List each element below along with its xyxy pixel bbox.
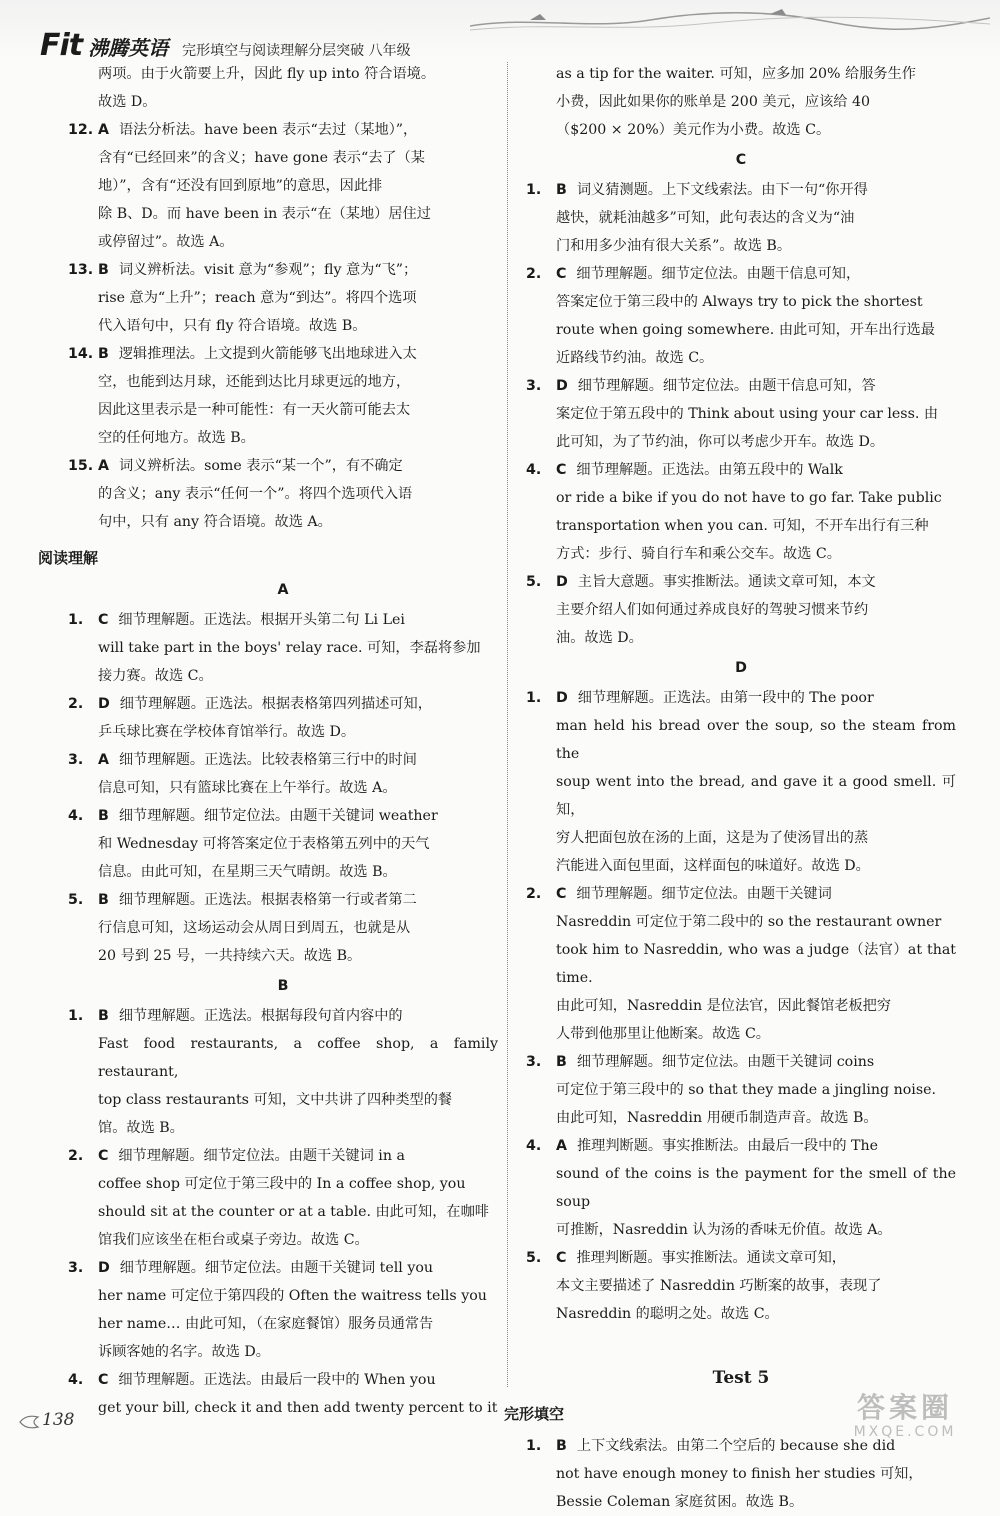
item-number: 5. — [526, 1250, 542, 1266]
item-body — [556, 1244, 956, 1328]
cloze-section-title: 完形填空 — [504, 1405, 565, 1423]
item-number: 4. — [68, 808, 84, 824]
text-line: sound of the coins is the payment for the smell of the soup — [556, 1166, 956, 1210]
text-line: 此可知，为了节约油，你可以考虑少开车。故选 D。 — [556, 434, 885, 450]
item-number: 1. — [526, 182, 542, 198]
text-line — [98, 746, 498, 774]
item-answer: C — [98, 612, 109, 628]
item-number: 13. — [68, 262, 94, 278]
item-text: 细节理解题。细节定位法。由题干关键词 coins — [576, 1054, 875, 1070]
text-line: 近路线节约油。故选 C。 — [556, 350, 714, 366]
item-answer: D — [556, 378, 568, 394]
continued-text — [68, 60, 498, 116]
item-text: 细节理解题。正选法。由最后一段中的 When you — [118, 1372, 436, 1388]
text-line: 案定位于第五段中的 Think about using your car less. 由 — [556, 406, 939, 422]
text-line — [98, 256, 498, 284]
text-line: 代入语句中，只有 fly 符合语境。故选 B。 — [98, 318, 367, 334]
item-body — [556, 456, 956, 568]
item-text: 细节理解题。正选法。根据开头第二句 Li Lei — [118, 612, 405, 628]
answer-item — [526, 684, 956, 880]
text-line: 由此可知，Nasreddin 用硬币制造声音。故选 B。 — [556, 1110, 878, 1126]
text-line — [98, 1254, 498, 1282]
item-number: 15. — [68, 458, 94, 474]
text-line: 穷人把面包放在汤的上面，这是为了使汤冒出的蒸 — [556, 830, 869, 846]
text-line: Nasreddin 可定位于第二段中的 so the restaurant owner — [556, 914, 942, 930]
page-number-text: 138 — [42, 1410, 75, 1430]
text-line: coffee shop 可定位于第三段中的 In a coffee shop, you — [98, 1176, 466, 1192]
text-line: transportation when you can. 可知，不开车出行有三种 — [556, 518, 929, 534]
item-body — [556, 568, 956, 652]
item-body — [556, 372, 956, 456]
right-column — [504, 60, 956, 1516]
text-line: 空，也能到达月球，还能到达比月球更远的地方， — [98, 374, 411, 390]
item-body — [98, 1254, 498, 1366]
item-answer: D — [98, 696, 110, 712]
item-text: 词义辨析法。some 表示“某一个”，有不确定 — [118, 458, 403, 474]
text-line: not have enough money to finish her studies 可知， — [556, 1466, 923, 1482]
item-text: 推理判断题。事实推断法。由最后一段中的 The — [576, 1138, 879, 1154]
text-line — [98, 886, 498, 914]
item-answer: B — [556, 1054, 567, 1070]
item-body — [98, 340, 498, 452]
text-line — [98, 1002, 498, 1030]
item-text: 细节理解题。细节定位法。由题干信息可知，答 — [577, 378, 876, 394]
page-number — [18, 1410, 108, 1434]
brand-block — [40, 28, 411, 63]
item-answer: A — [98, 458, 109, 474]
text-line: Bessie Coleman 家庭贫困。故选 B。 — [556, 1494, 804, 1510]
group-c-items — [526, 176, 956, 652]
book-subtitle: 完形填空与阅读理解分层突破 八年级 — [182, 43, 411, 59]
item-answer: B — [556, 182, 567, 198]
answer-item — [526, 456, 956, 568]
answer-item — [68, 256, 498, 340]
text-line: or ride a bike if you do not have to go far. Take public — [556, 490, 942, 506]
item-answer: B — [556, 1438, 567, 1454]
text-line — [556, 684, 956, 712]
item-text: 细节理解题。正选法。根据表格第四列描述可知， — [119, 696, 432, 712]
watermark-logo — [815, 1392, 995, 1448]
group-d-items — [526, 684, 956, 1328]
text-line — [98, 116, 498, 144]
answer-item — [68, 1254, 498, 1366]
text-line: man held his bread over the soup, so the steam from the — [556, 718, 956, 762]
item-text: 细节理解题。正选法。根据表格第一行或者第二 — [118, 892, 417, 908]
text-line — [556, 372, 956, 400]
item-text: 推理判断题。事实推断法。通读文章可知， — [576, 1250, 846, 1266]
item-text: 上下文线索法。由第二个空后的 because she did — [576, 1438, 896, 1454]
item-text: 细节理解题。细节定位法。由题干关键词 in a — [118, 1148, 405, 1164]
answer-item — [68, 1002, 498, 1142]
text-line: get your bill, check it and then add twenty percent to it — [98, 1400, 498, 1416]
item-answer: C — [556, 1250, 567, 1266]
text-line: her name 可定位于第四段的 Often the waitress tells you — [98, 1288, 487, 1304]
text-line: 汽能进入面包里面，这样面包的味道好。故选 D。 — [556, 858, 870, 874]
text-line — [98, 452, 498, 480]
text-line: 方式：步行、骑自行车和乘公交车。故选 C。 — [556, 546, 841, 562]
item-answer: A — [556, 1138, 567, 1154]
item-text: 细节理解题。细节定位法。由题干关键词 weather — [118, 808, 438, 824]
text-line — [556, 1244, 956, 1272]
text-line: her name… 由此可知，（在家庭餐馆）服务员通常告 — [98, 1316, 434, 1332]
item-text: 主旨大意题。事实推断法。通读文章可知，本文 — [577, 574, 876, 590]
answer-item — [526, 372, 956, 456]
text-line: will take part in the boys' relay race. 可知，李磊将参加 — [98, 640, 481, 656]
answer-item — [68, 1142, 498, 1254]
item-body — [98, 452, 498, 536]
item-body — [556, 684, 956, 880]
item-text: 细节理解题。细节定位法。由题干关键词 — [576, 886, 832, 902]
item-body — [556, 1048, 956, 1132]
text-line: 除 B、D。而 have been in 表示“在（某地）居住过 — [98, 206, 431, 222]
item-answer: C — [556, 266, 567, 282]
group-d-title: D — [735, 660, 747, 676]
text-line: 馆。故选 B。 — [98, 1120, 184, 1136]
text-line: 门和用多少油有很大关系”。故选 B。 — [556, 238, 792, 254]
text-line: top class restaurants 可知，文中共讲了四种类型的餐 — [98, 1092, 453, 1108]
cloze-items — [68, 116, 498, 536]
answer-item — [68, 690, 498, 746]
text-line — [98, 606, 498, 634]
page-ornament-icon — [18, 1414, 40, 1430]
column-divider — [507, 62, 508, 1387]
item-answer: C — [98, 1372, 109, 1388]
item-number: 12. — [68, 122, 94, 138]
answer-item — [526, 1048, 956, 1132]
item-number: 2. — [526, 266, 542, 282]
answer-item — [68, 116, 498, 256]
text-line: 故选 D。 — [98, 94, 157, 110]
text-line: should sit at the counter or at a table. 由此可知，在咖啡 — [98, 1204, 489, 1220]
text-line: took him to Nasreddin, who was a judge（法官）at that time. — [556, 942, 956, 986]
text-line: Nasreddin 的聪明之处。故选 C。 — [556, 1306, 779, 1322]
item-body — [98, 256, 498, 340]
text-line: as a tip for the waiter. 可知，应多加 20% 给服务生作 — [556, 66, 916, 82]
text-line: 或停留过”。故选 A。 — [98, 234, 234, 250]
item-number: 2. — [68, 1148, 84, 1164]
brand-fit-logo: Fit — [40, 28, 83, 63]
item-answer: B — [98, 808, 109, 824]
item-text: 细节理解题。细节定位法。由题干信息可知， — [576, 266, 861, 282]
text-line — [556, 260, 956, 288]
item-body — [98, 802, 498, 886]
item-number: 4. — [526, 462, 542, 478]
text-line — [98, 690, 498, 718]
answer-item — [526, 1244, 956, 1328]
text-line: 答案定位于第三段中的 Always try to pick the shortest — [556, 294, 923, 310]
group-b-items — [68, 1002, 498, 1422]
text-line: 信息可知，只有篮球比赛在上午举行。故选 A。 — [98, 780, 397, 796]
text-line: 信息。由此可知，在星期三天气晴朗。故选 B。 — [98, 864, 397, 880]
item-number: 4. — [68, 1372, 84, 1388]
text-line: 20 号到 25 号，一共持续六天。故选 B。 — [98, 948, 362, 964]
text-line — [98, 340, 498, 368]
item-number: 14. — [68, 346, 94, 362]
answer-item — [68, 340, 498, 452]
item-text: 细节理解题。正选法。由第一段中的 The poor — [577, 690, 874, 706]
item-body — [98, 606, 498, 690]
item-text: 词义辨析法。visit 意为“参观”；fly 意为“飞”； — [118, 262, 418, 278]
item-answer: C — [556, 886, 567, 902]
group-a-items — [68, 606, 498, 970]
item-number: 2. — [526, 886, 542, 902]
text-line — [556, 176, 956, 204]
answer-item — [68, 886, 498, 970]
item-text: 细节理解题。细节定位法。由题干关键词 tell you — [119, 1260, 434, 1276]
watermark-url: MXQE.COM — [853, 1424, 957, 1440]
text-line: 人带到他那里让他断案。故选 C。 — [556, 1026, 770, 1042]
answer-item — [68, 746, 498, 802]
answer-item — [526, 260, 956, 372]
text-line: route when going somewhere. 由此可知，开车出行选最 — [556, 322, 935, 338]
text-line: 乒乓球比赛在学校体育馆举行。故选 D。 — [98, 724, 356, 740]
text-line — [556, 568, 956, 596]
text-line: Fast food restaurants, a coffee shop, a family restaurant, — [98, 1036, 498, 1080]
item-text: 语法分析法。have been 表示“去过（某地）”， — [118, 122, 418, 138]
text-line: 本文主要描述了 Nasreddin 巧断案的故事，表现了 — [556, 1278, 882, 1294]
item-answer: D — [556, 574, 568, 590]
text-line: 诉顾客她的名字。故选 D。 — [98, 1344, 270, 1360]
item-number: 3. — [68, 752, 84, 768]
item-answer: C — [556, 462, 567, 478]
item-number: 5. — [68, 892, 84, 908]
answer-item — [68, 802, 498, 886]
item-body — [556, 176, 956, 260]
item-answer: B — [98, 346, 109, 362]
text-line: 空的任何地方。故选 B。 — [98, 430, 255, 446]
page-header — [0, 0, 1000, 63]
item-text: 细节理解题。正选法。根据每段句首内容中的 — [118, 1008, 403, 1024]
group-a-title: A — [277, 582, 289, 598]
answer-item — [526, 1132, 956, 1244]
reading-section-title: 阅读理解 — [38, 549, 99, 567]
text-line — [98, 802, 498, 830]
item-number: 3. — [526, 378, 542, 394]
item-number: 1. — [68, 1008, 84, 1024]
text-line — [556, 1132, 956, 1160]
brand-name: 沸腾英语 — [88, 36, 169, 60]
item-answer: A — [98, 122, 109, 138]
item-number: 1. — [526, 690, 542, 706]
item-body — [556, 260, 956, 372]
answer-item — [526, 880, 956, 1048]
text-line: 行信息可知，这场运动会从周日到周五，也就是从 — [98, 920, 411, 936]
text-line: （$200 × 20%）美元作为小费。故选 C。 — [556, 122, 831, 138]
item-answer: B — [98, 1008, 109, 1024]
item-number: 4. — [526, 1138, 542, 1154]
text-line: rise 意为“上升”；reach 意为“到达”。将四个选项 — [98, 290, 417, 306]
text-line: 含有“已经回来”的含义；have gone 表示“去了（某 — [98, 150, 425, 166]
text-line: 油。故选 D。 — [556, 630, 643, 646]
item-answer: D — [98, 1260, 110, 1276]
text-line: 的含义；any 表示“任何一个”。将四个选项代入语 — [98, 486, 413, 502]
group-b-title: B — [277, 978, 289, 994]
group-c-title: C — [735, 152, 747, 168]
item-number: 2. — [68, 696, 84, 712]
item-answer: A — [98, 752, 109, 768]
item-number: 1. — [68, 612, 84, 628]
item-body — [98, 690, 498, 746]
text-line: 地）”，含有“还没有回到原地”的意思，因此排 — [98, 178, 383, 194]
item-number: 5. — [526, 574, 542, 590]
text-line: 越快，就耗油越多”可知，此句表达的含义为“油 — [556, 210, 855, 226]
answer-item — [526, 568, 956, 652]
test-title: Test 5 — [712, 1368, 770, 1388]
text-line — [556, 456, 956, 484]
item-answer: C — [98, 1148, 109, 1164]
text-line: 小费，因此如果你的账单是 200 美元，应该给 40 — [556, 94, 871, 110]
item-answer: B — [98, 892, 109, 908]
item-body — [98, 116, 498, 256]
answer-item — [68, 452, 498, 536]
header-wave-decoration — [470, 6, 990, 32]
text-line: 可推断，Nasreddin 认为汤的香味无价值。故选 A。 — [556, 1222, 892, 1238]
text-line: soup went into the bread, and gave it a good smell. 可知， — [556, 774, 956, 818]
text-line: 接力赛。故选 C。 — [98, 668, 213, 684]
text-line: 由此可知，Nasreddin 是位法官，因此餐馆老板把穷 — [556, 998, 892, 1014]
text-line: 和 Wednesday 可将答案定位于表格第五列中的天气 — [98, 836, 430, 852]
text-line: 可定位于第三段中的 so that they made a jingling noise. — [556, 1082, 937, 1098]
item-body — [98, 1002, 498, 1142]
item-text: 词义猜测题。上下文线索法。由下一句“你开得 — [576, 182, 868, 198]
item-body — [98, 746, 498, 802]
item-body — [98, 886, 498, 970]
text-line — [98, 1366, 498, 1394]
text-line — [98, 1142, 498, 1170]
continued-text — [526, 60, 956, 144]
item-body — [556, 1132, 956, 1244]
watermark-text: 答案圈 — [856, 1391, 953, 1424]
item-body — [556, 880, 956, 1048]
item-text: 细节理解题。正选法。比较表格第三行中的时间 — [118, 752, 417, 768]
text-line: 主要介绍人们如何通过养成良好的驾驶习惯来节约 — [556, 602, 869, 618]
item-text: 逻辑推理法。上文提到火箭能够飞出地球进入太 — [118, 346, 417, 362]
item-body — [98, 1142, 498, 1254]
item-number: 3. — [68, 1260, 84, 1276]
item-body — [98, 1366, 498, 1422]
text-line: 句中，只有 any 符合语境。故选 A。 — [98, 514, 332, 530]
answer-item — [68, 606, 498, 690]
text-line — [556, 880, 956, 908]
text-line: 馆我们应该坐在柜台或桌子旁边。故选 C。 — [98, 1232, 369, 1248]
text-line — [556, 1048, 956, 1076]
item-answer: B — [98, 262, 109, 278]
text-line: 两项。由于火箭要上升，因此 fly up into 符合语境。 — [98, 66, 436, 82]
text-line: 因此这里表示是一种可能性：有一天火箭可能去太 — [98, 402, 411, 418]
answer-item — [68, 1366, 498, 1422]
item-number: 3. — [526, 1054, 542, 1070]
item-answer: D — [556, 690, 568, 706]
item-text: 细节理解题。正选法。由第五段中的 Walk — [576, 462, 843, 478]
answer-item — [526, 176, 956, 260]
item-number: 1. — [526, 1438, 542, 1454]
